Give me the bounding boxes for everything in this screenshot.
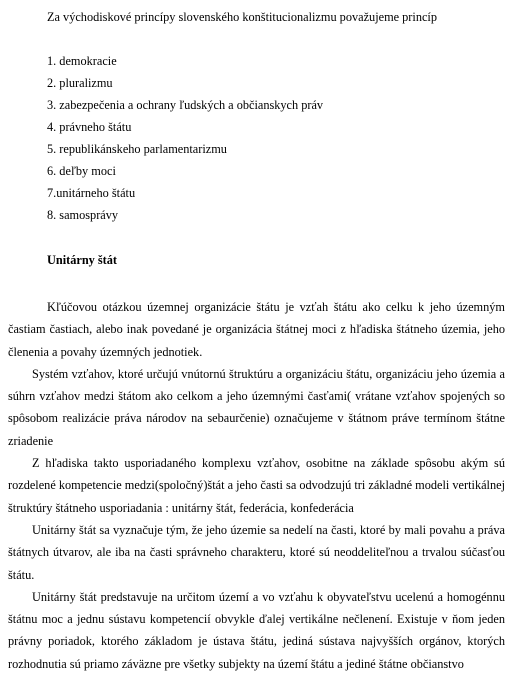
- list-item: 1. demokracie: [47, 54, 117, 68]
- principles-list: [47, 54, 323, 230]
- list-item: 7.unitárneho štátu: [47, 186, 136, 200]
- section-heading: Unitárny štát: [47, 253, 118, 267]
- list-item: 2. pluralizmu: [47, 76, 113, 90]
- body-text: [8, 296, 505, 675]
- intro-sentence: Za východiskové princípy slovenského konštitucionalizmu považujeme princíp: [47, 10, 437, 24]
- paragraph: Unitárny štát sa vyznačuje tým, že jeho územie sa nedelí na časti, ktoré by mali povahu a práva štátnych útvarov, ale iba na časti správneho charakteru, ktoré sú neoddeliteľnou a trvalou súčasťou štátu.: [8, 522, 505, 582]
- paragraph: Z hľadiska takto usporiadaného komplexu vzťahov, osobitne na základe spôsobu akým sú rozdelené kompetencie medzi(spoločný)štát a jeho časti sa odvodzujú tri základné modeli vertikálnej štruktúry štátneho usporiadania : unitárny štát, federácia, konfederácia: [8, 456, 505, 515]
- list-item: 3. zabezpečenia a ochrany ľudských a občianskych práv: [47, 98, 324, 112]
- list-item: 4. právneho štátu: [47, 120, 132, 134]
- paragraph: Unitárny štát predstavuje na určitom území a vo vzťahu k obyvateľstvu ucelenú a homogénnu štátnu moc a jednu sústavu kompetencií obvykle ďalej vertikálne nečlenení. Existuje v ňom jeden právny poriadok, ktorého základom je ústava štátu, jediná sústava najvyšších orgánov, ktorých rozhodnutia sú priamo záväzne pre všetky subjekty na území štátu a jediné štátne občianstvo: [8, 589, 505, 671]
- list-item: 5. republikánskeho parlamentarizmu: [47, 142, 227, 156]
- list-item: 6. deľby moci: [47, 164, 116, 178]
- paragraph: Kľúčovou otázkou územnej organizácie štátu je vzťah štátu ako celku k jeho územným častiam častiach, alebo inak povedané je organizácia štátnej moci z hľadiska štátneho územia, jeho členenia a povahy územných jednotiek.: [8, 300, 505, 359]
- paragraph: Systém vzťahov, ktoré určujú vnútornú štruktúru a organizáciu štátu, organizáciu jeho územia a súhrn vzťahov medzi štátom ako celkom a jeho územnými časťami( vrátane vzťahov spojených so spôsobom realizácie práva národov na sebaurčenie) označujeme v štátnom práve termínom štátne zriadenie: [8, 366, 505, 448]
- list-item: 8. samosprávy: [47, 208, 119, 222]
